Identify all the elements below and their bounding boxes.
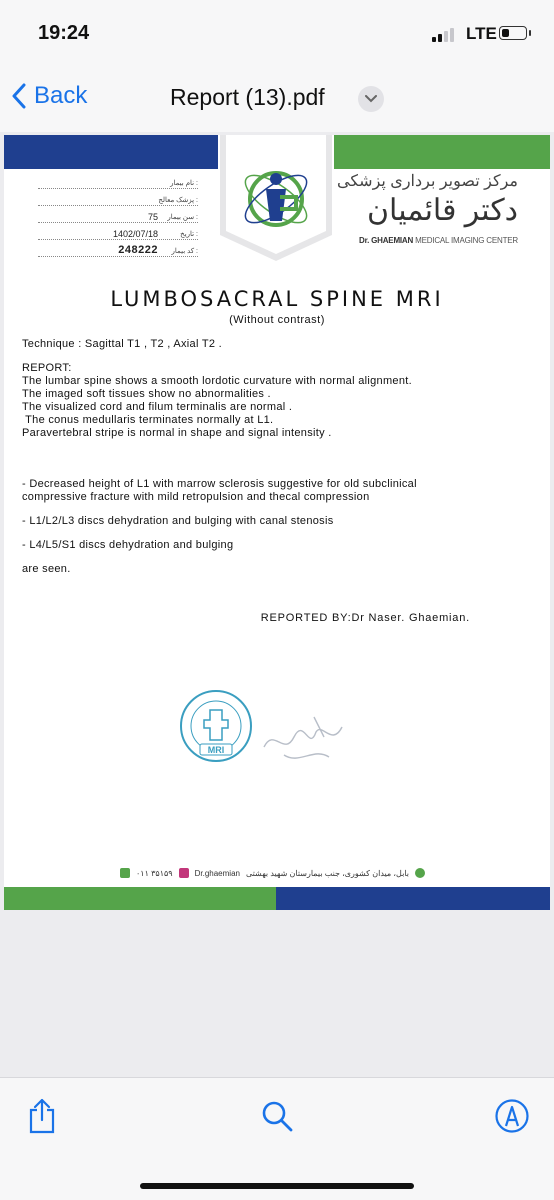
report-title: LUMBOSACRAL SPINE MRI <box>110 287 444 311</box>
center-name-en-bold: Dr. GHAEMIAN <box>359 236 414 245</box>
chevron-left-icon <box>12 83 26 109</box>
technique-line: Technique : Sagittal T1 , T2 , Axial T2 . <box>22 338 223 350</box>
footer-contact <box>120 868 425 878</box>
center-name-en-rest: MEDICAL IMAGING CENTER <box>415 236 518 245</box>
search-icon <box>260 1099 294 1133</box>
report-line: The lumbar spine shows a smooth lordotic curvature with normal alignment. <box>22 375 412 387</box>
footer-address: بابل، میدان کشوری، جنب بیمارستان شهید بهشتی <box>245 868 409 878</box>
date-label: تاریخ : <box>180 231 198 238</box>
pdf-viewer[interactable] <box>0 132 554 1077</box>
footer-instagram: Dr.ghaemian <box>194 868 240 878</box>
finding-line: - L1/L2/L3 discs dehydration and bulging with canal stenosis <box>22 515 334 527</box>
stamp-icon <box>178 688 254 764</box>
patient-age: 75 <box>147 212 158 222</box>
footer-phone: ۰۱۱ ۳۵۱۵۹ <box>136 868 173 878</box>
reported-by: REPORTED BY:Dr Naser. Ghaemian. <box>260 612 470 624</box>
status-time: 19:24 <box>38 22 90 44</box>
signature-icon <box>254 707 354 767</box>
share-icon <box>27 1098 57 1134</box>
location-icon <box>415 868 425 878</box>
stamp-label: MRI <box>207 745 225 755</box>
markup-icon <box>494 1098 530 1134</box>
finding-line: - L4/L5/S1 discs dehydration and bulging <box>22 539 234 551</box>
report-line: The conus medullaris terminates normally at L1. <box>22 414 274 426</box>
status-bar <box>0 0 554 66</box>
footer-band-blue <box>276 887 550 910</box>
patient-info <box>38 173 198 258</box>
report-line: The imaged soft tissues show no abnormalities . <box>22 388 271 400</box>
report-date: 1402/07/18 <box>112 229 158 239</box>
back-label: Back <box>34 82 88 109</box>
clinic-logo-icon <box>220 135 332 261</box>
report-heading: REPORT: <box>22 362 72 374</box>
report-line: Paravertebral stripe is normal in shape and signal intensity . <box>22 427 332 439</box>
patient-id-label: کد بیمار : <box>171 248 198 255</box>
report-line: The visualized cord and filum terminalis are normal . <box>22 401 293 413</box>
finding-line: compressive fracture with mild retropulsion and thecal compression <box>22 491 370 503</box>
patient-name-label: نام بیمار : <box>170 180 198 187</box>
pdf-page <box>4 135 550 910</box>
instagram-icon <box>179 868 189 878</box>
nav-bar <box>0 66 554 132</box>
home-indicator <box>140 1183 414 1189</box>
markup-button[interactable] <box>492 1096 532 1136</box>
age-label: سن بیمار : <box>167 214 198 221</box>
share-button[interactable] <box>22 1096 62 1136</box>
report-subtitle: (Without contrast) <box>229 314 325 326</box>
document-title[interactable]: Report (13).pdf <box>170 84 325 110</box>
search-button[interactable] <box>257 1096 297 1136</box>
center-name <box>337 171 518 228</box>
finding-line: are seen. <box>22 563 71 575</box>
header-band-green <box>334 135 550 169</box>
patient-id: 248222 <box>118 244 158 256</box>
doctor-name-fa: دکتر قائمیان <box>367 194 518 227</box>
network-label: LTE <box>466 24 497 43</box>
center-name-en <box>359 236 518 245</box>
footer-band-green <box>4 887 276 910</box>
phone-icon <box>120 868 130 878</box>
finding-line: - Decreased height of L1 with marrow sclerosis suggestive for old subclinical <box>22 478 417 490</box>
center-name-fa: مرکز تصویر برداری پزشکی <box>336 173 518 190</box>
doctor-label: پزشک معالج : <box>158 197 198 204</box>
signal-icon <box>432 28 454 42</box>
battery-icon <box>499 26 527 40</box>
chevron-down-icon[interactable] <box>358 86 384 112</box>
bottom-toolbar <box>0 1077 554 1200</box>
back-button[interactable] <box>12 82 87 110</box>
header-band-blue <box>4 135 218 169</box>
